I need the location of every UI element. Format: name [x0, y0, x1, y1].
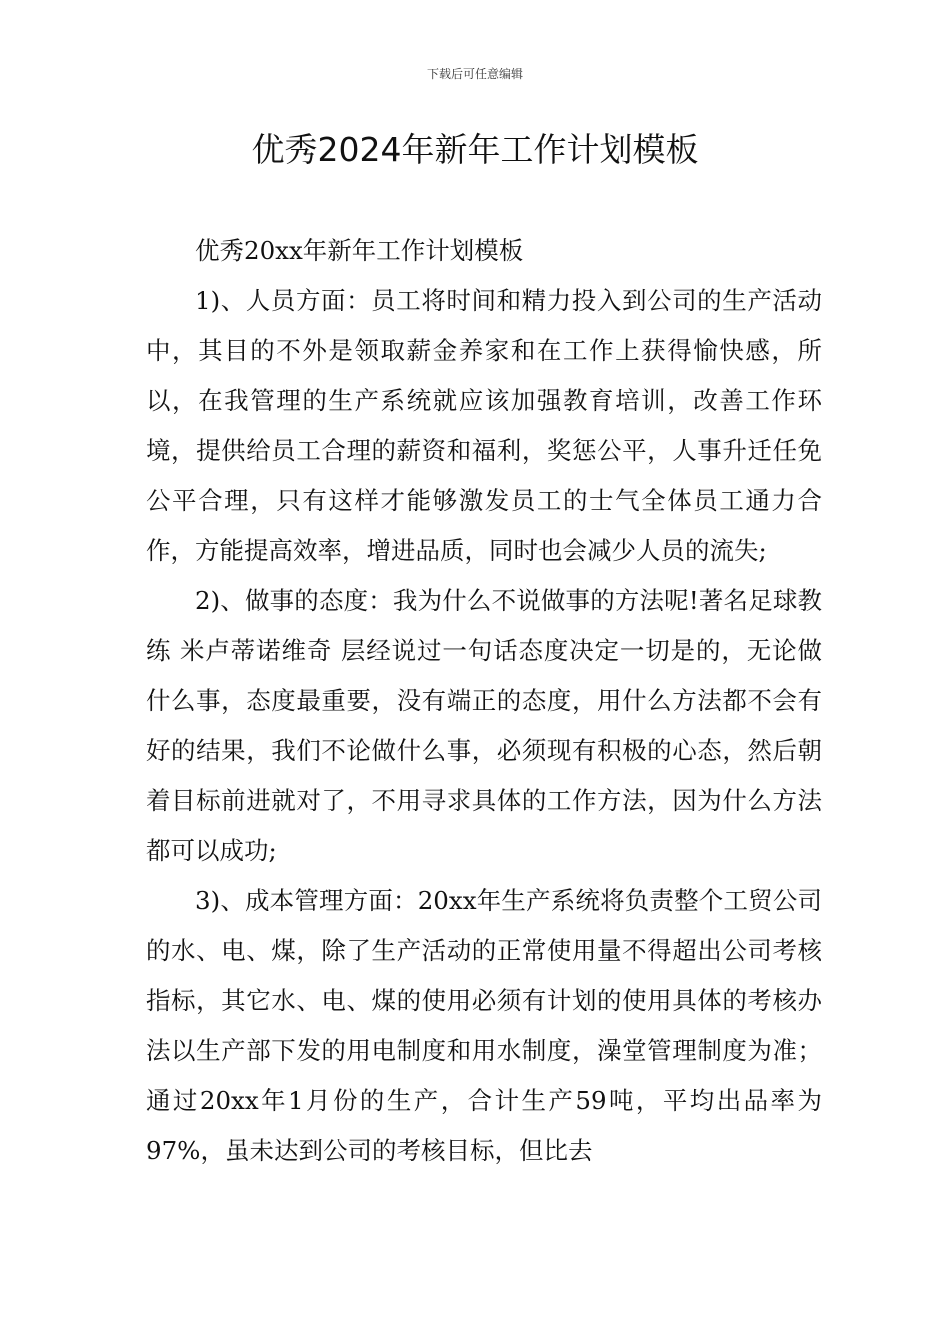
document-title: 优秀2024年新年工作计划模板	[251, 130, 699, 169]
paragraph-subtitle: 优秀20xx年新年工作计划模板	[195, 236, 524, 265]
paragraph-personnel: 1)、人员方面：员工将时间和精力投入到公司的生产活动中，其目的不外是领取薪金养家和在工作上获得愉快感，所以，在我管理的生产系统就应该加强教育培训，改善工作环境，提供给员工合理的薪资和福利，奖惩公平，人事升迁任免公平合理，只有这样才能够激发员工的士气全体员工通力合作，方能提高效率，增进品质，同时也会减少人员的流失;	[146, 286, 822, 565]
document-body	[146, 226, 822, 1176]
header-note: 下载后可任意编辑	[426, 67, 523, 81]
paragraph-attitude: 2)、做事的态度：我为什么不说做事的方法呢!著名足球教练 米卢蒂诺维奇 层经说过一句话态度决定一切是的，无论做什么事，态度最重要，没有端正的态度，用什么方法都不会有好的结果，我们不论做什么事，必须现有积极的心态，然后朝着目标前进就对了，不用寻求具体的工作方法，因为什么方法都可以成功;	[146, 586, 822, 865]
paragraph-cost-management: 3)、成本管理方面：20xx年生产系统将负责整个工贸公司的水、电、煤，除了生产活动的正常使用量不得超出公司考核指标，其它水、电、煤的使用必须有计划的使用具体的考核办法以生产部下发的用电制度和用水制度，澡堂管理制度为准；通过20xx年1月份的生产，合计生产59吨，平均出品率为97%，虽未达到公司的考核目标，但比去	[146, 886, 822, 1165]
